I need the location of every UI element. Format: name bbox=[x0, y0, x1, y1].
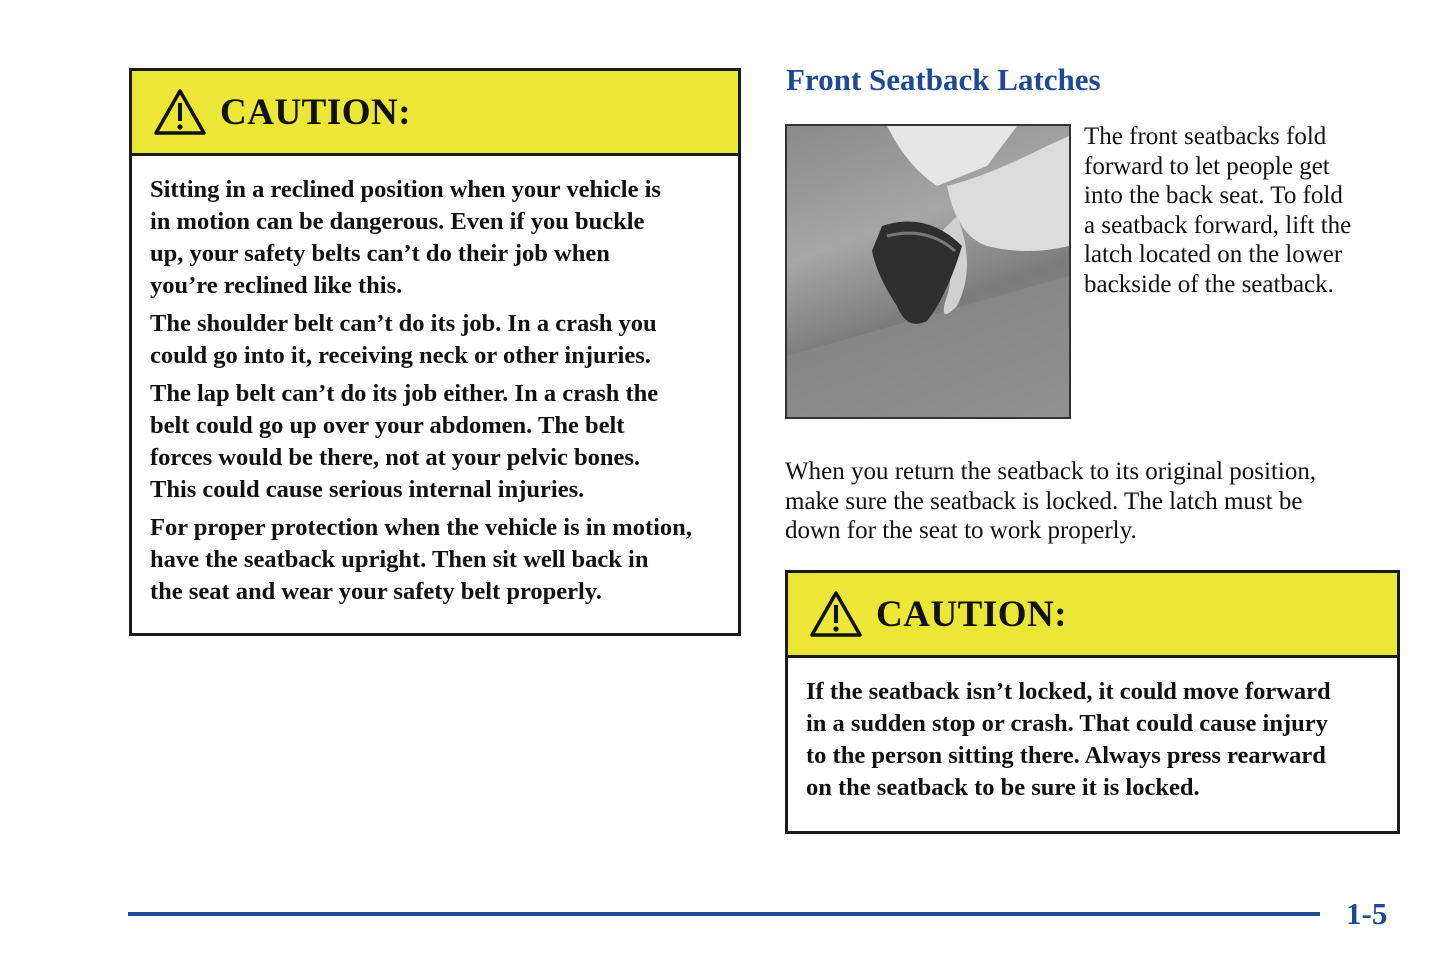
text-line: in motion can be dangerous. Even if you buckle bbox=[150, 208, 645, 235]
text-line: The lap belt can’t do its job either. In a crash the bbox=[150, 380, 659, 407]
caution-paragraph bbox=[806, 676, 1397, 804]
warning-triangle-icon bbox=[810, 590, 862, 638]
text-line: on the seatback to be sure it is locked. bbox=[806, 774, 1200, 801]
caution-paragraph bbox=[150, 512, 738, 608]
warning-triangle-icon bbox=[154, 88, 206, 136]
section-title: Front Seatback Latches bbox=[786, 62, 1101, 97]
text-line: down for the seat to work properly. bbox=[785, 517, 1137, 544]
caution-label: CAUTION: bbox=[220, 91, 412, 133]
text-line: into the back seat. To fold bbox=[1084, 182, 1343, 209]
caution-body bbox=[132, 156, 738, 608]
text-line: the seat and wear your safety belt properly. bbox=[150, 578, 602, 605]
text-line: latch located on the lower bbox=[1084, 241, 1343, 268]
text-line: to the person sitting there. Always press rearward bbox=[806, 742, 1326, 769]
text-line: could go into it, receiving neck or other injuries. bbox=[150, 342, 651, 369]
footer-rule bbox=[128, 912, 1320, 916]
caution-header bbox=[132, 71, 738, 156]
caution-body bbox=[788, 658, 1397, 804]
caution-paragraph bbox=[150, 308, 738, 372]
caution-box-reclined-seat bbox=[129, 68, 741, 636]
text-line: Sitting in a reclined position when your vehicle is bbox=[150, 176, 661, 203]
text-line: in a sudden stop or crash. That could cause injury bbox=[806, 710, 1328, 737]
caution-header bbox=[788, 573, 1397, 658]
caution-paragraph bbox=[150, 378, 738, 506]
text-line: a seatback forward, lift the bbox=[1084, 211, 1352, 239]
text-line: If the seatback isn’t locked, it could move forward bbox=[806, 678, 1331, 705]
text-line: forward to let people get bbox=[1084, 152, 1330, 180]
text-line: forces would be there, not at your pelvic bones. bbox=[150, 444, 640, 471]
text-line: For proper protection when the vehicle is in motion, bbox=[150, 514, 692, 541]
page-number: 1-5 bbox=[1346, 896, 1388, 931]
text-line: When you return the seatback to its original position, bbox=[785, 458, 1317, 485]
text-line: up, your safety belts can’t do their job when bbox=[150, 240, 610, 267]
text-line: This could cause serious internal injuries. bbox=[150, 476, 585, 503]
text-line: you’re reclined like this. bbox=[150, 272, 403, 299]
text-line: make sure the seatback is locked. The latch must be bbox=[785, 487, 1303, 515]
caution-box-seatback-locked bbox=[785, 570, 1400, 834]
text-line: The shoulder belt can’t do its job. In a crash you bbox=[150, 310, 657, 337]
return-seatback-text bbox=[785, 457, 1316, 546]
seatback-latch-photo bbox=[785, 124, 1071, 419]
caution-paragraph bbox=[150, 174, 738, 302]
caution-label: CAUTION: bbox=[876, 593, 1068, 635]
text-line: backside of the seatback. bbox=[1084, 270, 1334, 298]
latch-description bbox=[1084, 122, 1351, 299]
text-line: have the seatback upright. Then sit well back in bbox=[150, 546, 649, 573]
text-line: The front seatbacks fold bbox=[1084, 123, 1327, 150]
text-line: belt could go up over your abdomen. The belt bbox=[150, 412, 625, 439]
